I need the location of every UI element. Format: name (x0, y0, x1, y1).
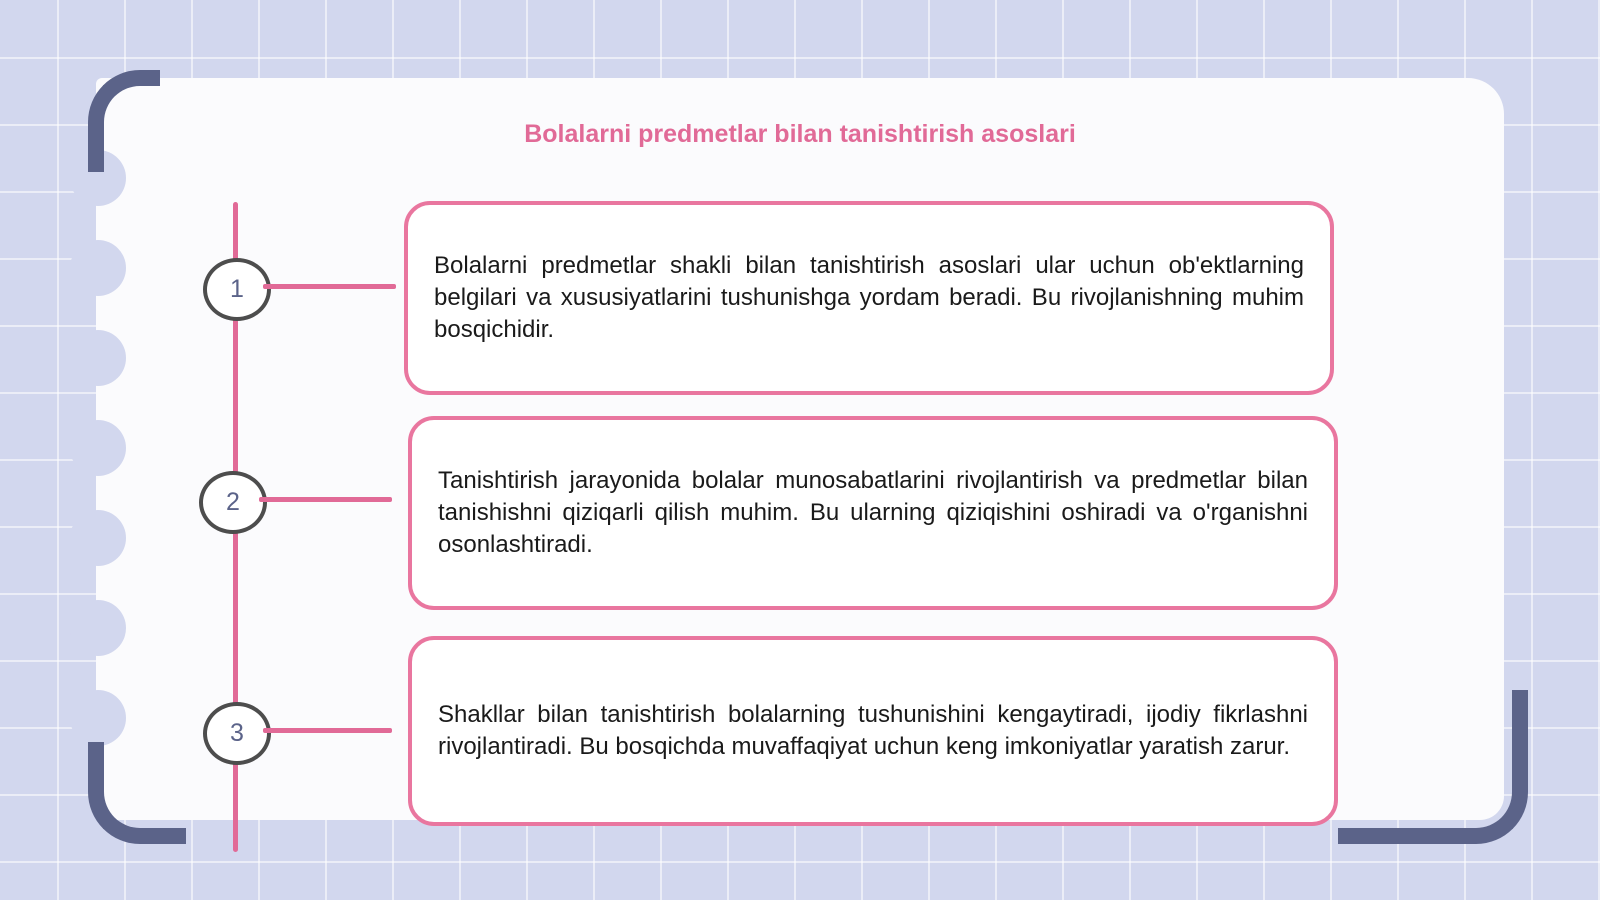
step-text-2: Tanishtirish jarayonida bolalar munosabatlarini rivojlantirish va predmetlar bilan tanishishni qiziqarli qilish muhim. Bu ularning qiziqishini oshiradi va o'rganishni osonlashtiradi. (438, 467, 1308, 558)
slide-title: Bolalarni predmetlar bilan tanishtirish asoslari (524, 120, 1076, 148)
sheet-edge-notch (70, 600, 126, 656)
step-card-2 (408, 416, 1338, 610)
step-connector-2 (259, 497, 392, 502)
sheet-edge-notch (70, 420, 126, 476)
step-number-1: 1 (203, 258, 271, 321)
step-text-3: Shakllar bilan tanishtirish bolalarning tushunishini kengaytiradi, ijodiy fikrlashni rivojlantiradi. Bu bosqichda muvaffaqiyat uchun keng imkoniyatlar yaratish zarur. (438, 701, 1308, 760)
frame-corner-bottom-left (88, 742, 186, 844)
sheet-edge-notch (70, 690, 126, 746)
step-number-2: 2 (199, 471, 267, 534)
step-text-1: Bolalarni predmetlar shakli bilan tanishtirish asoslari ular uchun ob'ektlarning belgilari va xususiyatlarini tushunishga yordam beradi. Bu rivojlanishning muhim bosqichidir. (434, 252, 1304, 343)
sheet-edge-notch (70, 510, 126, 566)
sheet-edge-notch (70, 240, 126, 296)
sheet-edge-notch (70, 330, 126, 386)
frame-corner-bottom-right (1338, 690, 1528, 844)
step-connector-1 (263, 284, 396, 289)
step-card-3 (408, 636, 1338, 826)
step-card-1 (404, 201, 1334, 395)
step-connector-3 (263, 728, 392, 733)
step-number-3: 3 (203, 702, 271, 765)
